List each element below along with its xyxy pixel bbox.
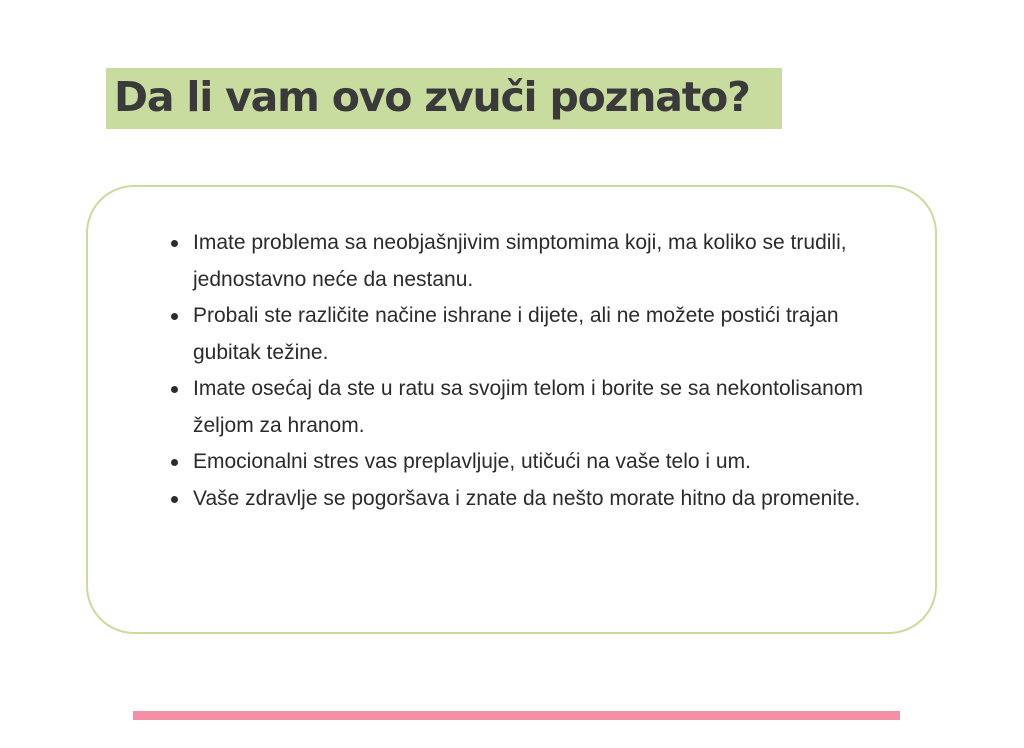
list-item-text: Vaše zdravlje se pogoršava i znate da nešto morate hitno da promenite. bbox=[193, 486, 861, 510]
bottom-accent-bar bbox=[133, 711, 900, 720]
bullet-icon bbox=[171, 240, 178, 247]
list-item-text: Imate osećaj da ste u ratu sa svojim telom i borite se sa nekontolisanom željom za hranom. bbox=[193, 377, 863, 437]
bullet-list bbox=[168, 225, 898, 517]
list-item bbox=[168, 371, 898, 444]
list-item-text: Probali ste različite načine ishrane i dijete, ali ne možete postići trajan gubitak težine. bbox=[193, 304, 839, 364]
page-title: Da li vam ovo zvuči poznato? bbox=[114, 73, 750, 121]
list-item bbox=[168, 225, 898, 298]
bullet-icon bbox=[171, 386, 178, 393]
list-item-text: Emocionalni stres vas preplavljuje, utičući na vaše telo i um. bbox=[193, 450, 751, 473]
bullet-icon bbox=[171, 313, 178, 320]
list-item bbox=[168, 298, 898, 371]
list-item-text: Imate problema sa neobjašnjivim simptomima koji, ma koliko se trudili, jednostavno neće da nestanu. bbox=[193, 231, 847, 291]
list-item bbox=[168, 481, 898, 518]
title-highlight bbox=[106, 68, 782, 129]
bullet-icon bbox=[171, 459, 178, 466]
bullet-icon bbox=[171, 496, 178, 503]
list-item bbox=[168, 444, 898, 481]
